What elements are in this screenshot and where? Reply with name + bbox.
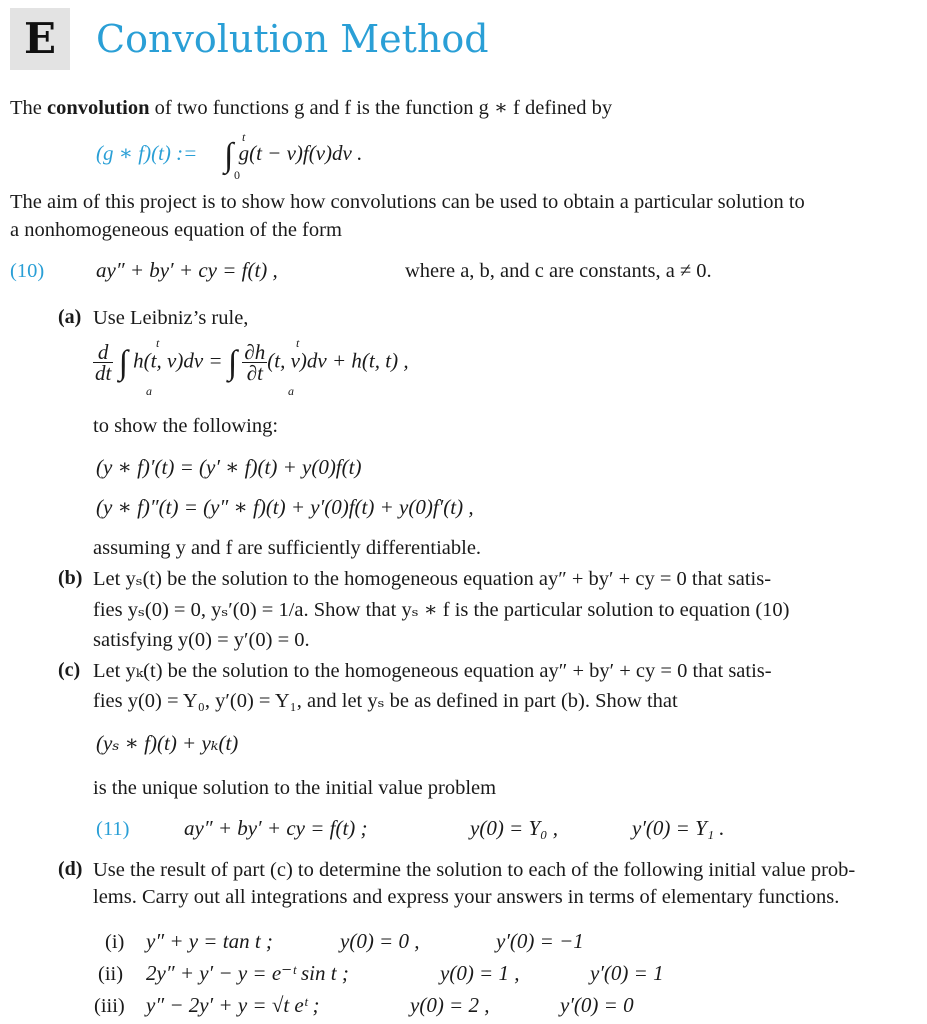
problem-i-number: (i) [105,931,125,953]
equation-11: ay″ + by′ + cy = f(t) ; [184,816,368,840]
equation-11-ic-1: y(0) = Y₀ , [470,816,558,840]
leibniz-upper-1: t [156,336,160,350]
part-a-identity-2: (y ∗ f)″(t) = (y″ ∗ f)(t) + y′(0)f(t) + y(0)f′(t) , [96,495,474,519]
equation-10-number: (10) [10,260,45,282]
equation-11-number: (11) [96,818,130,840]
part-b-line-1: Let yₛ(t) be the solution to the homogeneous equation ay″ + by′ + cy = 0 that satis- [93,568,772,590]
part-c-solution: (yₛ ∗ f)(t) + yₖ(t) [96,731,239,755]
integral-sign: ∫ [118,344,128,382]
part-d-line-2: lems. Carry out all integrations and express your answers in terms of elementary functions. [93,886,840,908]
problem-i-equation: y″ + y = tan t ; [146,929,273,953]
integral-lower-limit: 0 [234,168,240,182]
part-c-line-2: fies y(0) = Y₀, y′(0) = Y₁, and let yₛ be as defined in part (b). Show that [93,690,678,712]
integral-upper-limit: t [242,130,246,144]
problem-ii-equation: 2y″ + y′ − y = e⁻ᵗ sin t ; [146,961,349,985]
page-title: Convolution Method [96,17,489,61]
leibniz-rule: $\frac{d}{dt}$ ∫ h(t, v)dv = ∫ $\frac{\partial h}{\partial t}$ (t, v)dv + h(t, t) , [95,340,409,385]
part-c-unique: is the unique solution to the initial value problem [93,777,497,799]
convolution-integral: ∫ g(t − v)f(v)dv . [224,137,363,174]
problem-i-ic-1: y(0) = 0 , [340,929,420,953]
part-c-line-1: Let yₖ(t) be the solution to the homogeneous equation ay″ + by′ + cy = 0 that satis- [93,660,772,682]
problem-i-ic-2: y′(0) = −1 [496,929,584,953]
problem-iii-ic-1: y(0) = 2 , [410,993,490,1017]
problem-ii-ic-2: y′(0) = 1 [590,961,664,985]
problem-iii-number: (iii) [94,995,125,1017]
problem-iii-equation: y″ − 2y′ + y = √t eᵗ ; [146,993,320,1017]
section-badge: E [10,8,70,70]
convolution-term: convolution [47,97,150,119]
problem-ii-number: (ii) [98,963,124,985]
equation-10-condition: where a, b, and c are constants, a ≠ 0. [405,260,712,282]
part-d-line-1: Use the result of part (c) to determine the solution to each of the following initial value prob- [93,859,856,881]
part-a-intro: Use Leibniz’s rule, [93,307,249,329]
integral-sign: ∫ [227,344,238,382]
aim-line-2: a nonhomogeneous equation of the form [10,219,342,241]
leibniz-lower-2: a [288,384,294,398]
leibniz-upper-2: t [296,336,300,350]
leibniz-lower-1: a [146,384,152,398]
part-a-assuming: assuming y and f are sufficiently differentiable. [93,537,482,559]
convolution-definition: (g ∗ f)(t) := [96,141,198,165]
d-dt-fraction: $\frac{d}{dt}$ [95,340,112,385]
part-c-label: (c) [58,659,81,681]
integral-sign: ∫ [224,137,234,174]
partial-fraction: $\frac{\partial h}{\partial t}$ [244,340,266,385]
problem-iii-ic-2: y′(0) = 0 [560,993,634,1017]
part-b-label: (b) [58,567,83,589]
part-a-label: (a) [58,306,82,328]
part-a-show: to show the following: [93,415,279,437]
part-a-identity-1: (y ∗ f)′(t) = (y′ ∗ f)(t) + y(0)f(t) [96,455,362,479]
part-b-line-2: fies yₛ(0) = 0, yₛ′(0) = 1/a. Show that yₛ ∗ f is the particular solution to equation (10) [93,599,790,621]
aim-line-1: The aim of this project is to show how convolutions can be used to obtain a particular solution to [10,191,805,213]
part-b-line-3: satisfying y(0) = y′(0) = 0. [93,629,310,651]
equation-10: ay″ + by′ + cy = f(t) , [96,258,278,282]
intro-paragraph: The convolution of two functions g and f is the function g ∗ f defined by [10,97,613,119]
part-d-label: (d) [58,858,83,880]
problem-ii-ic-1: y(0) = 1 , [440,961,520,985]
equation-11-ic-2: y′(0) = Y₁ . [632,816,725,840]
